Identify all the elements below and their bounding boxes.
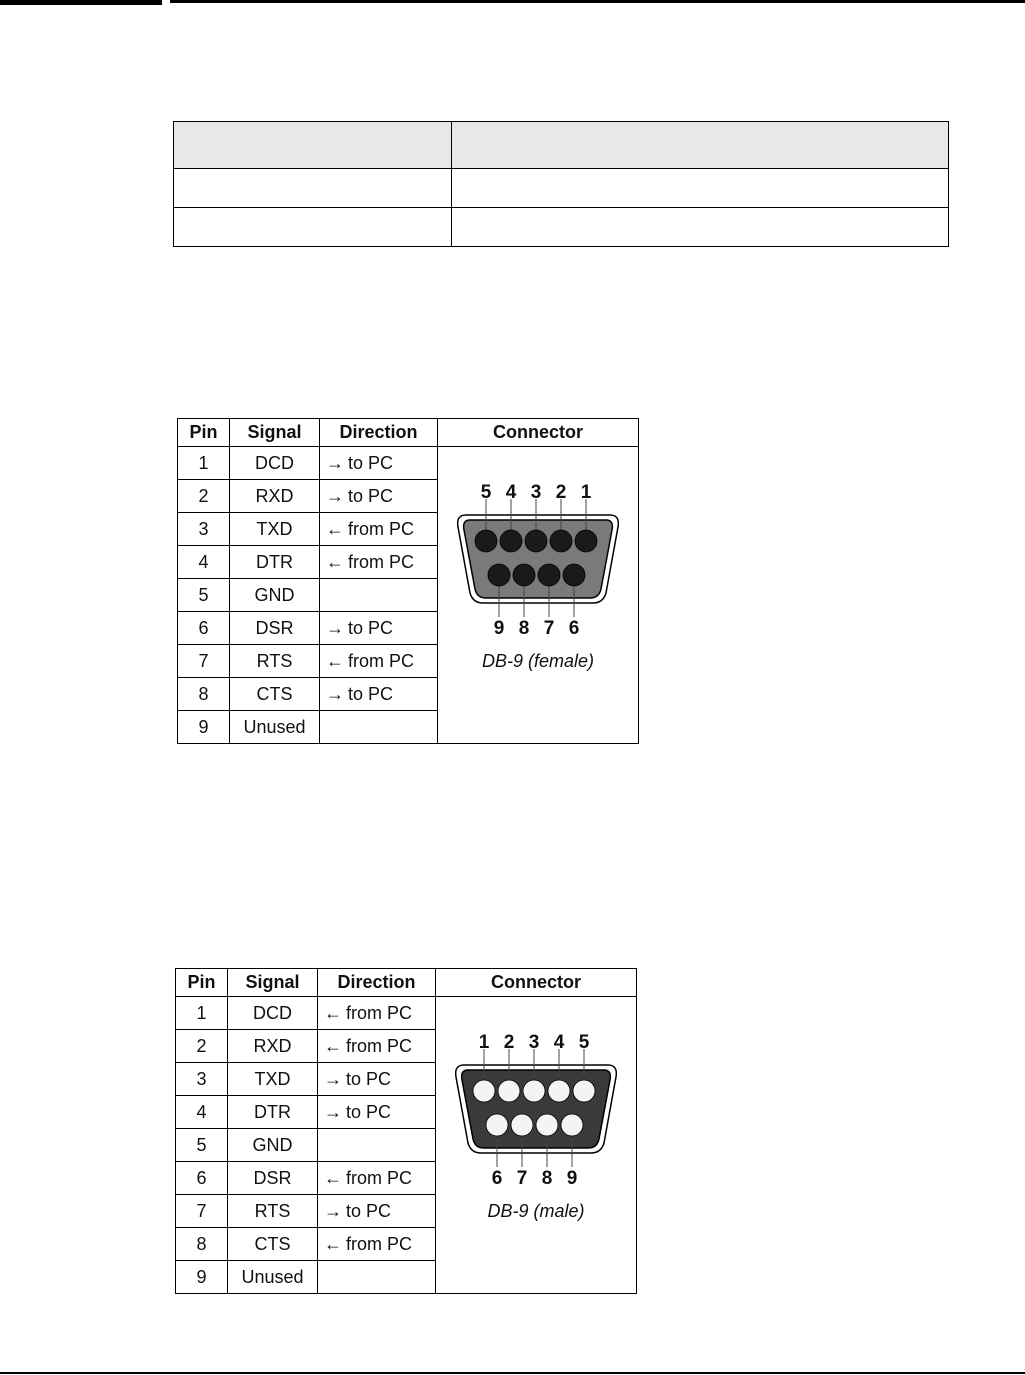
signal-name: RXD — [228, 1030, 318, 1063]
pin-number-label: 3 — [528, 1032, 540, 1053]
direction-arrow: ← — [326, 518, 344, 539]
header-signal: Signal — [228, 969, 318, 997]
pinout-header-row — [178, 419, 639, 447]
spec-header-cell — [452, 122, 949, 169]
pin-contact — [538, 564, 560, 586]
spec-header-row — [174, 122, 949, 169]
signal-direction — [320, 645, 438, 678]
db9-connector-diagram — [438, 447, 638, 697]
pin-contact — [473, 1080, 495, 1102]
pinout-header-row — [176, 969, 637, 997]
signal-name: TXD — [228, 1063, 318, 1096]
direction-text: from PC — [346, 1035, 413, 1056]
signal-name: GND — [230, 579, 320, 612]
signal-direction — [320, 546, 438, 579]
pin-contact — [486, 1114, 508, 1136]
direction-arrow: ← — [324, 1035, 342, 1056]
spec-row — [174, 208, 949, 247]
pinout-row — [178, 447, 639, 480]
pin-number: 6 — [176, 1162, 228, 1195]
signal-direction — [320, 447, 438, 480]
footer-rule — [0, 1372, 1025, 1374]
pin-number: 4 — [176, 1096, 228, 1129]
direction-arrow: → — [324, 1200, 342, 1221]
signal-direction — [318, 1228, 436, 1261]
signal-direction — [318, 1129, 436, 1162]
direction-arrow: ← — [324, 1233, 342, 1254]
direction-text: from PC — [346, 1233, 413, 1254]
spec-header-cell — [174, 122, 452, 169]
signal-direction — [318, 1261, 436, 1294]
direction-arrow: → — [326, 683, 344, 704]
pin-number-label: 7 — [516, 1168, 528, 1189]
pin-number-label: 1 — [478, 1032, 490, 1053]
pin-number-label: 2 — [503, 1032, 515, 1053]
signal-direction — [318, 1162, 436, 1195]
pin-contact — [575, 530, 597, 552]
header-direction: Direction — [320, 419, 438, 447]
signal-direction — [318, 997, 436, 1030]
pin-contact — [536, 1114, 558, 1136]
pin-number: 8 — [176, 1228, 228, 1261]
pin-contact — [525, 530, 547, 552]
direction-text: to PC — [346, 1068, 392, 1089]
direction-text: to PC — [348, 683, 394, 704]
signal-name: Unused — [228, 1261, 318, 1294]
pin-contact — [550, 530, 572, 552]
header-rule-thick — [0, 0, 162, 5]
pin-number-label: 8 — [541, 1168, 553, 1189]
header-connector: Connector — [436, 969, 637, 997]
pin-number-label: 4 — [505, 482, 517, 503]
female-pinout-table — [177, 418, 639, 744]
pin-number: 7 — [176, 1195, 228, 1228]
pin-number: 1 — [176, 997, 228, 1030]
spec-cell — [174, 208, 452, 247]
pin-contact — [563, 564, 585, 586]
pin-number: 4 — [178, 546, 230, 579]
pin-number: 3 — [176, 1063, 228, 1096]
signal-direction — [318, 1063, 436, 1096]
signal-direction — [320, 513, 438, 546]
direction-text: to PC — [348, 617, 394, 638]
direction-text: to PC — [348, 485, 394, 506]
signal-direction — [320, 579, 438, 612]
signal-name: CTS — [228, 1228, 318, 1261]
pin-number-label: 5 — [480, 482, 492, 503]
male-pinout-table — [175, 968, 637, 1294]
pin-number-label: 7 — [543, 618, 555, 639]
db9-connector-diagram — [436, 997, 636, 1247]
direction-text: from PC — [348, 650, 415, 671]
header-signal: Signal — [230, 419, 320, 447]
pin-number-label: 6 — [491, 1168, 503, 1189]
pin-number: 5 — [178, 579, 230, 612]
pin-number: 3 — [178, 513, 230, 546]
direction-arrow: → — [326, 617, 344, 638]
pin-number: 2 — [178, 480, 230, 513]
pin-number: 2 — [176, 1030, 228, 1063]
pin-number-label: 2 — [555, 482, 567, 503]
pin-number: 6 — [178, 612, 230, 645]
pin-number-label: 1 — [580, 482, 592, 503]
direction-arrow: → — [324, 1068, 342, 1089]
pin-number-label: 3 — [530, 482, 542, 503]
signal-direction — [320, 711, 438, 744]
header-pin: Pin — [176, 969, 228, 997]
pin-contact — [488, 564, 510, 586]
pin-number-label: 4 — [553, 1032, 565, 1053]
connector-caption: DB-9 (male) — [487, 1201, 585, 1221]
connector-cell — [436, 997, 637, 1294]
pin-number: 8 — [178, 678, 230, 711]
direction-text: from PC — [348, 518, 415, 539]
direction-text: from PC — [346, 1002, 413, 1023]
pin-contact — [498, 1080, 520, 1102]
pin-contact — [475, 530, 497, 552]
direction-arrow: ← — [324, 1002, 342, 1023]
signal-name: TXD — [230, 513, 320, 546]
signal-direction — [318, 1030, 436, 1063]
pin-number-label: 9 — [493, 618, 505, 639]
pin-contact — [523, 1080, 545, 1102]
pin-contact — [561, 1114, 583, 1136]
signal-name: Unused — [230, 711, 320, 744]
spec-table — [173, 121, 949, 247]
signal-name: DCD — [228, 997, 318, 1030]
pin-number: 9 — [176, 1261, 228, 1294]
pin-contact — [511, 1114, 533, 1136]
connector-cell — [438, 447, 639, 744]
signal-name: DSR — [228, 1162, 318, 1195]
signal-direction — [320, 612, 438, 645]
pin-contact — [548, 1080, 570, 1102]
pin-number: 7 — [178, 645, 230, 678]
signal-direction — [320, 678, 438, 711]
signal-name: CTS — [230, 678, 320, 711]
pin-number-label: 5 — [578, 1032, 590, 1053]
signal-name: RTS — [230, 645, 320, 678]
signal-direction — [320, 480, 438, 513]
pin-number: 5 — [176, 1129, 228, 1162]
direction-arrow: ← — [324, 1167, 342, 1188]
signal-direction — [318, 1195, 436, 1228]
header-pin: Pin — [178, 419, 230, 447]
pin-number: 9 — [178, 711, 230, 744]
header-connector: Connector — [438, 419, 639, 447]
pin-number-label: 6 — [568, 618, 580, 639]
pinout-row — [176, 997, 637, 1030]
connector-caption: DB-9 (female) — [481, 651, 595, 671]
header-rule-thin — [170, 0, 1025, 3]
pin-number: 1 — [178, 447, 230, 480]
signal-name: RTS — [228, 1195, 318, 1228]
pin-contact — [513, 564, 535, 586]
direction-arrow: → — [326, 485, 344, 506]
direction-text: from PC — [346, 1167, 413, 1188]
direction-arrow: → — [324, 1101, 342, 1122]
spec-cell — [452, 169, 949, 208]
pin-contact — [500, 530, 522, 552]
direction-arrow: ← — [326, 650, 344, 671]
direction-text: to PC — [346, 1101, 392, 1122]
signal-direction — [318, 1096, 436, 1129]
signal-name: DSR — [230, 612, 320, 645]
header-direction: Direction — [318, 969, 436, 997]
pin-contact — [573, 1080, 595, 1102]
pin-number-label: 9 — [566, 1168, 578, 1189]
signal-name: GND — [228, 1129, 318, 1162]
spec-row — [174, 169, 949, 208]
signal-name: DTR — [230, 546, 320, 579]
direction-arrow: ← — [326, 551, 344, 572]
signal-name: DTR — [228, 1096, 318, 1129]
direction-text: to PC — [346, 1200, 392, 1221]
spec-cell — [452, 208, 949, 247]
signal-name: DCD — [230, 447, 320, 480]
direction-text: from PC — [348, 551, 415, 572]
direction-arrow: → — [326, 452, 344, 473]
spec-cell — [174, 169, 452, 208]
direction-text: to PC — [348, 452, 394, 473]
pin-number-label: 8 — [518, 618, 530, 639]
signal-name: RXD — [230, 480, 320, 513]
